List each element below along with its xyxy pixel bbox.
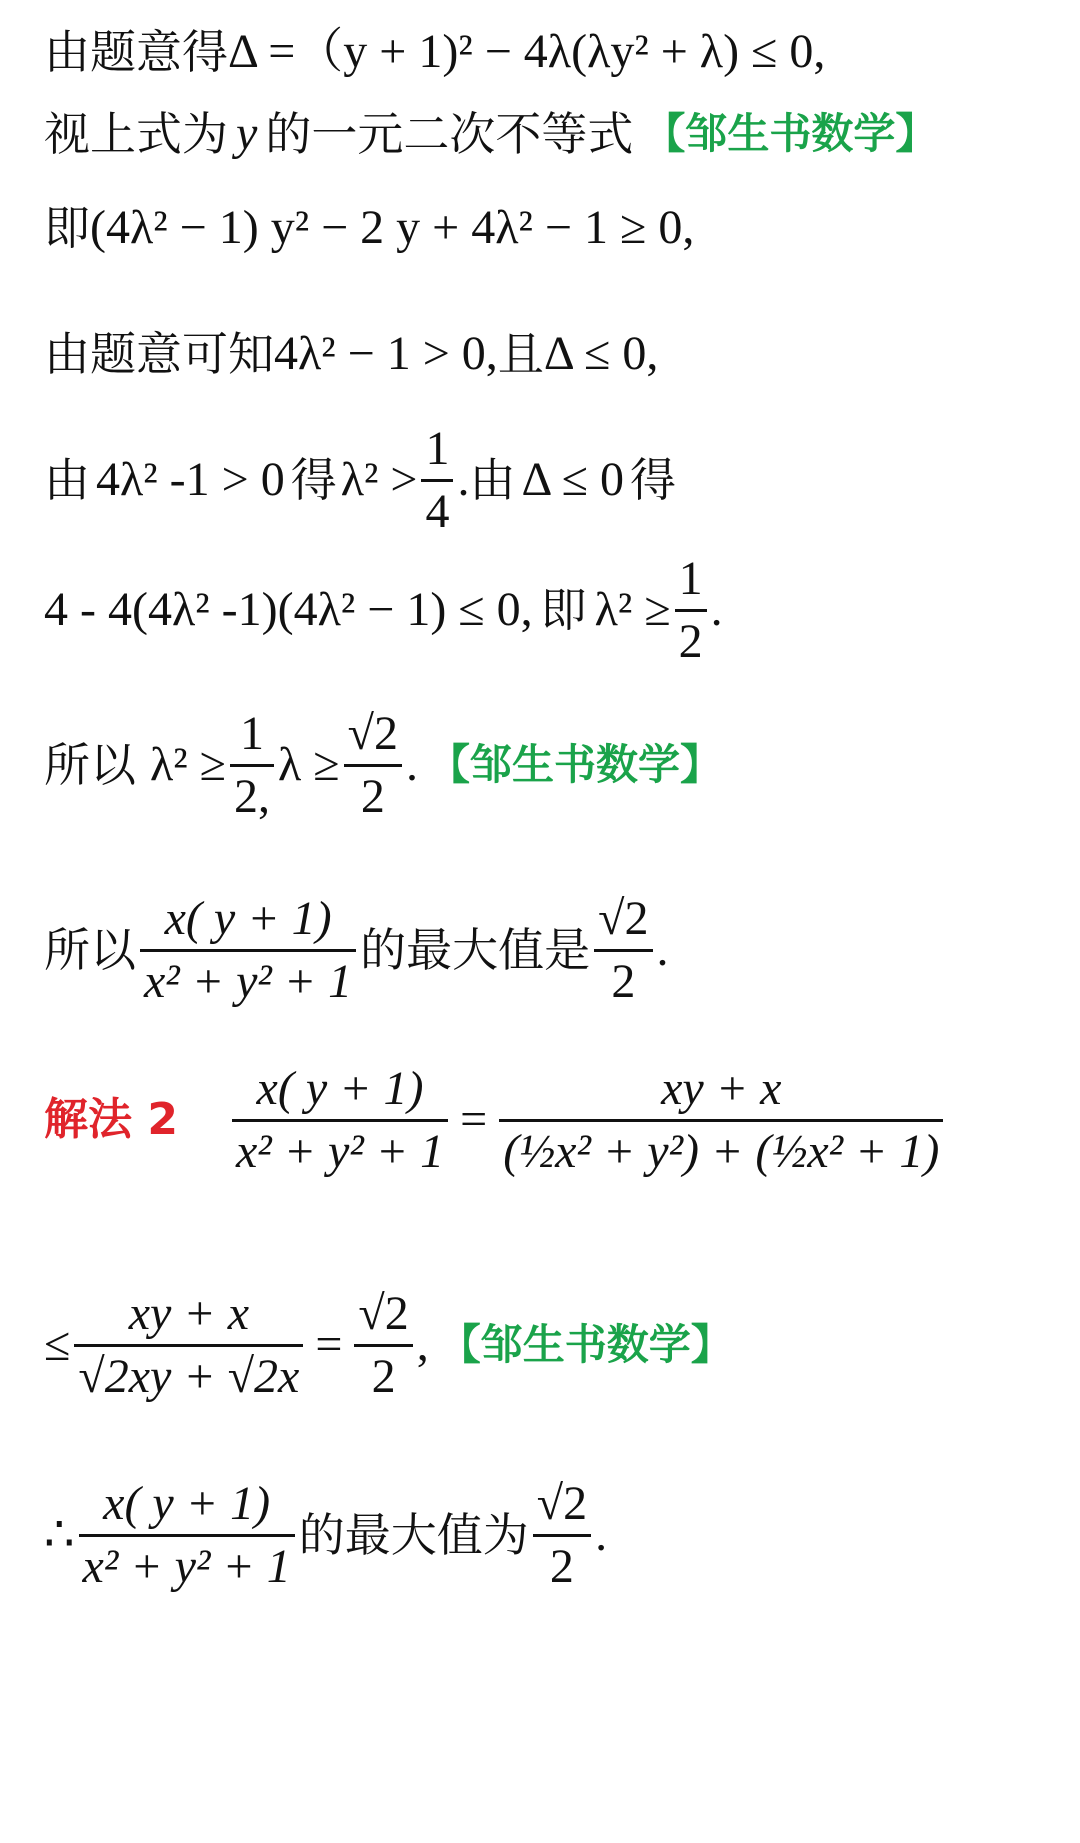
line-6-dot: . xyxy=(710,583,723,637)
line-6-text: 即 xyxy=(540,583,587,638)
line-5-expr3: Δ ≤ 0 xyxy=(521,453,625,507)
line-8 xyxy=(44,892,669,1008)
line-2 xyxy=(44,107,938,161)
denominator: (½x² + y²) + (½x² + 1) xyxy=(503,1124,940,1178)
fraction-bar xyxy=(79,1534,295,1537)
denominator: x² + y² + 1 xyxy=(144,954,353,1008)
fraction-bar xyxy=(230,764,274,767)
fraction-one-half xyxy=(230,707,274,823)
fraction-bar xyxy=(232,1119,448,1122)
numerator: √2 xyxy=(536,1477,588,1530)
line-11-dot: . xyxy=(595,1508,608,1562)
line-3-expr: (4λ² − 1) y² − 2 y + 4λ² − 1 ≥ 0, xyxy=(90,201,695,254)
line-3 xyxy=(44,201,695,255)
line-1 xyxy=(44,25,826,79)
line-5-text: 由 xyxy=(44,453,90,508)
fraction-root2-over-2 xyxy=(344,707,402,823)
line-4-expr2: Δ ≤ 0, xyxy=(543,327,659,380)
line-4-expr: 4λ² − 1 > 0, xyxy=(274,327,498,380)
line-7-expr2: λ ≥ xyxy=(278,738,340,792)
line-5-text2: 得 xyxy=(290,453,337,508)
line-7 xyxy=(44,707,722,823)
numerator: x( y + 1) xyxy=(103,1477,271,1530)
fraction-bar xyxy=(533,1534,591,1537)
denominator: x² + y² + 1 xyxy=(235,1124,445,1178)
numerator: √2 xyxy=(358,1287,409,1340)
fraction-right xyxy=(499,1062,943,1178)
line-7-dot: . xyxy=(405,738,418,792)
fraction-main xyxy=(140,892,356,1008)
line-10-lead: ≤ xyxy=(44,1318,71,1372)
line-5-expr: 4λ² -1 > 0 xyxy=(96,453,285,507)
line-1-text: 由题意得 xyxy=(44,25,228,79)
line-5-dot: . xyxy=(457,453,470,507)
fraction-bar xyxy=(675,609,707,612)
line-4 xyxy=(44,327,659,381)
fraction-left xyxy=(232,1062,448,1178)
watermark-2: 【邹生书数学】 xyxy=(427,740,722,790)
line-10-comma: , xyxy=(416,1318,429,1372)
fraction-root2-over-2 xyxy=(594,892,652,1008)
line-5-text3: 由 xyxy=(469,453,516,508)
fraction-root2-over-2 xyxy=(533,1477,591,1593)
line-5-expr2: λ² > xyxy=(340,453,418,507)
line-6-expr2: λ² ≥ xyxy=(594,583,671,637)
fraction-left xyxy=(74,1287,303,1403)
denominator: √2xy + √2x xyxy=(78,1349,300,1403)
numerator: √2 xyxy=(347,707,398,760)
numerator: 1 xyxy=(240,707,265,760)
line-8-text2: 的最大值是 xyxy=(360,923,591,978)
line-2-var: y xyxy=(236,107,258,160)
line-6-expr: 4 - 4(4λ² -1)(4λ² − 1) ≤ 0, xyxy=(44,583,533,637)
line-7-expr: λ² ≥ xyxy=(150,738,227,792)
denominator: 2 xyxy=(549,1539,574,1593)
denominator: x² + y² + 1 xyxy=(82,1539,291,1593)
line-4-text: 由题意可知 xyxy=(44,327,274,381)
line-11-text: 的最大值为 xyxy=(298,1508,529,1563)
fraction-one-quarter xyxy=(421,422,453,538)
line-2-text-pre: 视上式为 xyxy=(44,107,228,161)
numerator: √2 xyxy=(598,892,649,945)
numerator: xy + x xyxy=(128,1287,249,1340)
line-5 xyxy=(44,422,677,538)
line-6 xyxy=(44,552,723,668)
fraction-bar xyxy=(499,1119,943,1122)
line-8-text: 所以 xyxy=(44,923,136,978)
method-2-label: 解法 2 xyxy=(44,1094,178,1146)
equals-sign: = xyxy=(460,1093,488,1147)
fraction-main xyxy=(79,1477,295,1593)
line-8-dot: . xyxy=(656,923,669,977)
fraction-bar xyxy=(594,949,652,952)
line-3-text: 即 xyxy=(44,201,90,255)
numerator: x( y + 1) xyxy=(256,1062,424,1115)
numerator: x( y + 1) xyxy=(164,892,332,945)
fraction-bar xyxy=(74,1344,303,1347)
fraction-bar xyxy=(140,949,356,952)
fraction-one-half xyxy=(675,552,707,668)
numerator: 1 xyxy=(425,422,450,475)
denominator: 2 xyxy=(360,769,385,823)
watermark-3: 【邹生书数学】 xyxy=(438,1320,733,1370)
numerator: xy + x xyxy=(661,1062,782,1115)
line-5-text4: 得 xyxy=(630,453,677,508)
denominator: 2, xyxy=(234,769,271,823)
therefore-symbol: ∴ xyxy=(44,1508,75,1562)
line-10 xyxy=(44,1287,733,1403)
numerator: 1 xyxy=(678,552,703,605)
watermark-1: 【邹生书数学】 xyxy=(643,109,938,158)
denominator: 2 xyxy=(371,1349,396,1403)
equals-sign: = xyxy=(315,1318,343,1372)
denominator: 4 xyxy=(425,484,450,538)
line-1-expr: Δ =（y + 1)² − 4λ(λy² + λ) ≤ 0, xyxy=(228,25,826,78)
fraction-bar xyxy=(344,764,402,767)
fraction-bar xyxy=(421,479,453,482)
denominator: 2 xyxy=(611,954,636,1008)
denominator: 2 xyxy=(678,614,703,668)
line-7-text: 所以 xyxy=(44,738,136,793)
line-2-text-post: 的一元二次不等式 xyxy=(265,107,634,161)
line-4-text2: 且 xyxy=(497,327,544,381)
line-11 xyxy=(44,1477,608,1593)
line-9 xyxy=(44,1062,947,1178)
fraction-root2-over-2 xyxy=(354,1287,412,1403)
fraction-bar xyxy=(354,1344,412,1347)
